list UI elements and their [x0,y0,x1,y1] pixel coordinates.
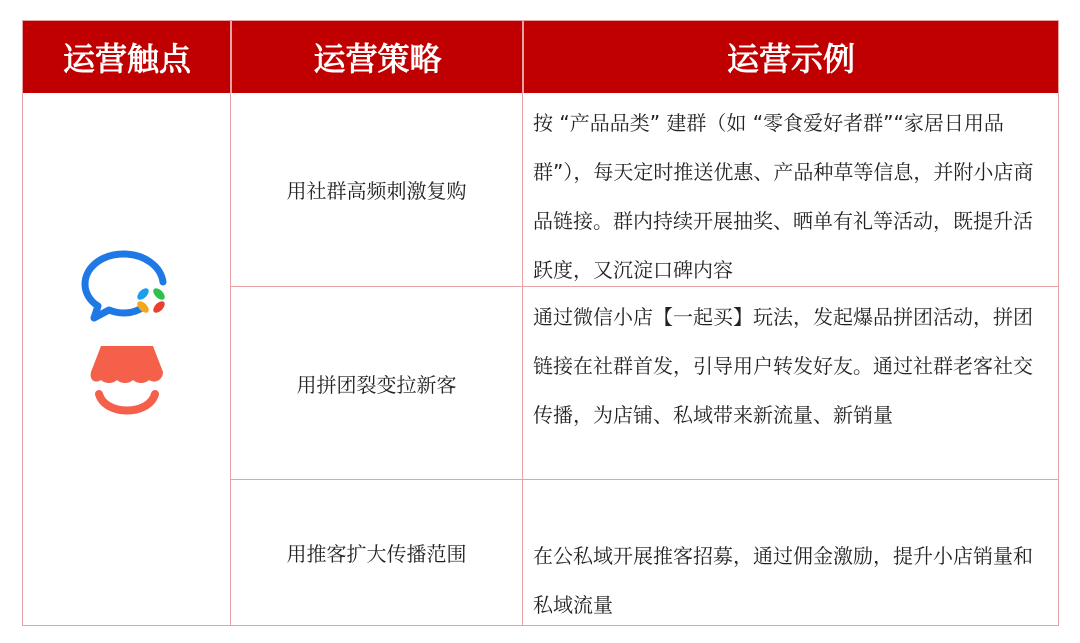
header-touchpoint: 运营触点 [23,21,231,93]
example-cell: 通过微信小店【一起买】玩法，发起爆品拼团活动，拼团链接在社群首发，引导用户转发好友。通过社群老客社交传播，为店铺、私域带来新流量、新销量 [533,305,1033,427]
header-example: 运营示例 [523,21,1058,93]
example-cell: 按 “产品品类” 建群（如 “零食爱好者群”“家居日用品群”），每天定时推送优惠、产品种草等信息，并附小店商品链接。群内持续开展抽奖、晒单有礼等活动，既提升活跃度，又沉淀口碑内容 [533,111,1034,282]
header-strategy: 运营策略 [231,21,523,93]
strategy-cell: 用拼团裂变拉新客 [296,372,457,397]
wechat-store-icon [87,342,167,420]
strategy-cell: 用推客扩大传播范围 [286,542,467,566]
touchpoint-icons [23,246,230,420]
example-cell: 在公私域开展推客招募，通过佣金激励，提升小店销量和私域流量 [533,544,1033,617]
wecom-logo-icon [79,246,175,326]
strategy-cell: 用社群高频刺激复购 [286,179,467,203]
operations-table [22,20,1059,626]
